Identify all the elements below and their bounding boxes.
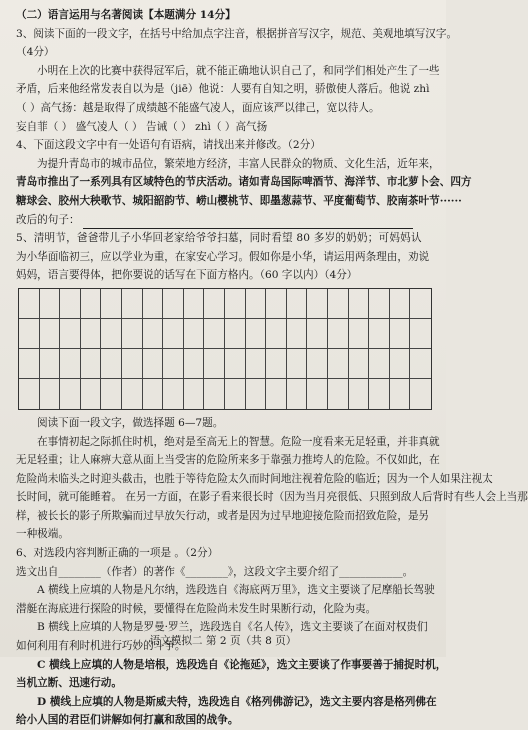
q6-option: 潜艇在海底进行探险的时候，要懂得在危险尚未发生时果断行动，化险为夷。 <box>16 602 377 615</box>
grid-cell[interactable] <box>163 289 184 319</box>
grid-cell[interactable] <box>266 349 287 379</box>
q3-line: （ ）高气扬：越是取得了成绩越不能盛气凌人，面应该严以律己，宽以待人。 <box>16 101 380 114</box>
grid-cell[interactable] <box>390 319 411 349</box>
grid-cell[interactable] <box>60 379 81 409</box>
grid-cell[interactable] <box>122 379 143 409</box>
q3-line: 矛盾，后来他经常发表自以为是（jiē）他说：人要有自知之明，骄傲使人落后。他说 zhì <box>16 83 430 96</box>
grid-cell[interactable] <box>40 349 61 379</box>
grid-cell[interactable] <box>369 289 390 319</box>
grid-cell[interactable] <box>246 349 267 379</box>
grid-cell[interactable] <box>246 289 267 319</box>
grid-cell[interactable] <box>307 379 328 409</box>
grid-cell[interactable] <box>266 319 287 349</box>
grid-cell[interactable] <box>122 349 143 379</box>
grid-cell[interactable] <box>163 349 184 379</box>
grid-cell[interactable] <box>60 319 81 349</box>
q6-option: C 横线上应填的人物是培根，选段选自《论拖延》，选文主要谈了作事要善于捕捉时机， <box>37 658 447 671</box>
grid-cell[interactable] <box>204 289 225 319</box>
q4-line: 青岛市推出了一系列具有区域特色的节庆活动。诸如青岛国际啤酒节、海洋节、市北萝卜会、四方 <box>16 176 472 189</box>
grid-cell[interactable] <box>204 379 225 409</box>
grid-cell[interactable] <box>287 379 308 409</box>
q6-option: B 横线上应填的人物是罗曼·罗兰，选段选自《名人传》，选文主要谈了在面对权贵们 <box>37 621 428 634</box>
grid-cell[interactable] <box>410 319 431 349</box>
grid-cell[interactable] <box>349 289 370 319</box>
q6-option: A 横线上应填的人物是凡尔纳，选段选自《海底两万里》，选文主要谈了尼摩船长驾驶 <box>37 584 435 597</box>
q6-option: 给小人国的君臣们讲解如何打赢和敌国的战争。 <box>16 714 239 727</box>
grid-cell[interactable] <box>246 319 267 349</box>
q4-line: 为提升青岛市的城市品位，繁荣地方经济，丰富人民群众的物质、文化生活，近年来， <box>37 157 440 170</box>
grid-cell[interactable] <box>287 319 308 349</box>
grid-cell[interactable] <box>307 349 328 379</box>
grid-cell[interactable] <box>225 349 246 379</box>
grid-cell[interactable] <box>328 289 349 319</box>
grid-cell[interactable] <box>349 349 370 379</box>
passage-line: 危险尚未临头之时迎头截击，也胜于等待危险太久而时间地注视着危险的临近；因为一个人如果注视太 <box>16 472 493 485</box>
q6-stem: 6、对选段内容判断正确的一项是 。（2分） <box>16 547 219 560</box>
grid-cell[interactable] <box>266 379 287 409</box>
grid-cell[interactable] <box>184 349 205 379</box>
grid-cell[interactable] <box>328 349 349 379</box>
grid-cell[interactable] <box>101 319 122 349</box>
grid-cell[interactable] <box>122 319 143 349</box>
q4-answer-row <box>16 211 434 230</box>
q6-fill-line: 选文出自________（作者）的著作《________》，这段文字主要介绍了____________。 <box>16 565 414 578</box>
q3-line: 小明在上次的比赛中获得冠军后，就不能正确地认识自己了，和同学们相处产生了一些 <box>37 64 440 77</box>
grid-cell[interactable] <box>163 319 184 349</box>
grid-cell[interactable] <box>81 349 102 379</box>
q3-stem: 3、阅读下面的一段文字，在括号中给加点字注音，根据拼音写汉字，规范、美观地填写汉字。 <box>16 27 458 40</box>
grid-cell[interactable] <box>40 319 61 349</box>
q6-option: D 横线上应填的人物是斯威夫特，选段选自《格列佛游记》，选文主要内容是格列佛在 <box>37 695 437 708</box>
grid-cell[interactable] <box>81 379 102 409</box>
grid-cell[interactable] <box>19 289 40 319</box>
grid-cell[interactable] <box>19 379 40 409</box>
grid-cell[interactable] <box>390 379 411 409</box>
q6-option: 当机立断、迅速行动。 <box>16 677 122 690</box>
grid-cell[interactable] <box>204 319 225 349</box>
grid-cell[interactable] <box>101 379 122 409</box>
grid-cell[interactable] <box>143 349 164 379</box>
grid-cell[interactable] <box>184 379 205 409</box>
grid-cell[interactable] <box>143 289 164 319</box>
grid-cell[interactable] <box>40 289 61 319</box>
grid-cell[interactable] <box>369 319 390 349</box>
grid-cell[interactable] <box>266 289 287 319</box>
grid-cell[interactable] <box>81 289 102 319</box>
grid-cell[interactable] <box>101 289 122 319</box>
grid-cell[interactable] <box>307 289 328 319</box>
grid-cell[interactable] <box>81 319 102 349</box>
passage-line: 长时间，就可能睡着。 在另一方面，在影子看来很长时（因为当月亮很低、只照到敌人后背时有些人会上当那 <box>16 491 528 504</box>
grid-cell[interactable] <box>143 379 164 409</box>
q5-stem: 妈妈，语言要得体，把你要说的话写在下面方格内。（60 字以内）（4分） <box>16 269 358 282</box>
grid-cell[interactable] <box>390 349 411 379</box>
q4-answer-blank[interactable] <box>83 216 413 229</box>
grid-cell[interactable] <box>184 289 205 319</box>
passage-intro: 阅读下面一段文字，做选择题 6—7题。 <box>37 416 224 429</box>
grid-cell[interactable] <box>369 379 390 409</box>
q4-answer-label: 改后的句子： <box>16 213 80 226</box>
grid-cell[interactable] <box>287 289 308 319</box>
q5-stem: 5、清明节，爸爸带儿子小华回老家给爷爷扫墓，同时看望 80 多岁的奶奶；可妈妈认 <box>16 232 422 245</box>
grid-cell[interactable] <box>101 349 122 379</box>
q3-score: （4分） <box>16 46 55 59</box>
grid-cell[interactable] <box>369 349 390 379</box>
grid-cell[interactable] <box>184 319 205 349</box>
grid-cell[interactable] <box>143 319 164 349</box>
passage-line: 无足轻重；让人麻痹大意从面上当受害的危险所来多于靠强力推垮人的危险。不仅如此，在 <box>16 454 440 467</box>
grid-cell[interactable] <box>328 379 349 409</box>
grid-cell[interactable] <box>40 379 61 409</box>
answer-grid[interactable] <box>18 288 432 410</box>
grid-cell[interactable] <box>410 289 431 319</box>
grid-cell[interactable] <box>225 379 246 409</box>
passage-line: 样，被长长的影子所欺骗而过早放矢行动，或者是因为过早地迎接危险而招致危险，是另 <box>16 509 430 522</box>
q4-line: 糖球会、胶州大秧歌节、城阳韶韵节、崂山樱桃节、即墨葱蒜节、平度葡萄节、胶南茶叶节······ <box>16 194 462 207</box>
grid-cell[interactable] <box>19 349 40 379</box>
grid-cell[interactable] <box>410 379 431 409</box>
grid-cell[interactable] <box>328 319 349 349</box>
grid-cell[interactable] <box>225 289 246 319</box>
grid-cell[interactable] <box>349 319 370 349</box>
grid-cell[interactable] <box>390 289 411 319</box>
grid-cell[interactable] <box>307 319 328 349</box>
page-footer: 语文模拟二 第 2 页（共 8 页） <box>149 635 297 648</box>
passage-line: 一种极端。 <box>16 528 69 541</box>
grid-cell[interactable] <box>60 289 81 319</box>
grid-cell[interactable] <box>410 349 431 379</box>
grid-cell[interactable] <box>204 349 225 379</box>
passage-line: 在事情初起之际抓住时机，绝对是至高无上的智慧。危险一度看来无足轻重，并非真就 <box>37 435 440 448</box>
q6-option: 如何利用有利时机进行巧妙的斗争。 <box>16 640 186 653</box>
grid-cell[interactable] <box>163 379 184 409</box>
grid-cell[interactable] <box>246 379 267 409</box>
q3-line: 妄自菲（ ） 盛气凌人（ ） 告诫（ ） zhì（ ）高气扬 <box>16 120 268 133</box>
grid-cell[interactable] <box>122 289 143 319</box>
grid-cell[interactable] <box>60 349 81 379</box>
grid-cell[interactable] <box>19 319 40 349</box>
grid-cell[interactable] <box>287 349 308 379</box>
grid-cell[interactable] <box>225 319 246 349</box>
q4-stem: 4、下面这段文字中有一处语句有语病，请找出来并修改。（2分） <box>16 139 321 152</box>
grid-cell[interactable] <box>349 379 370 409</box>
q5-stem: 为小华面临初三，应以学业为重，在家安心学习。假如你是小华，请运用两条理由，劝说 <box>16 250 430 263</box>
section-heading: （二）语言运用与名著阅读【本题满分 14分】 <box>16 9 236 21</box>
